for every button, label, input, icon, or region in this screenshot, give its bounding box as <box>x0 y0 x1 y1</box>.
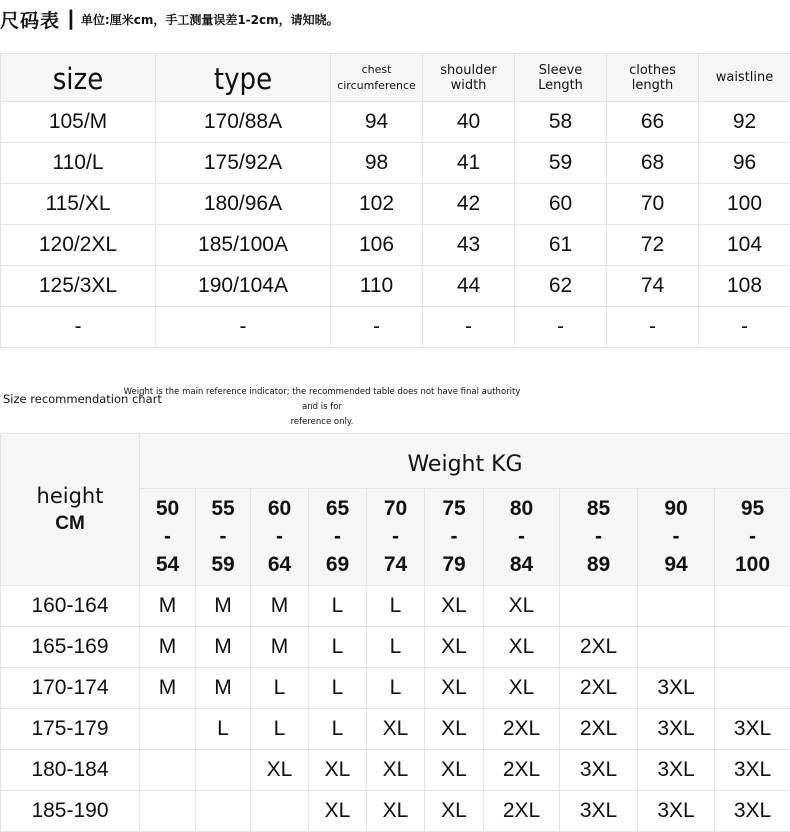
weight-range-part: 89 <box>560 551 637 579</box>
col-header-chest: chest circumference <box>331 54 423 102</box>
size-cell: 70 <box>607 184 699 225</box>
recommended-size-cell: XL <box>251 750 309 791</box>
recommendation-row <box>1 586 790 627</box>
recommended-size-cell: XL <box>484 668 560 709</box>
height-range-cell: 175-179 <box>1 709 140 750</box>
weight-range-part: - <box>425 523 483 551</box>
recommended-size-cell: XL <box>309 791 367 832</box>
recommended-size-cell: M <box>196 586 251 627</box>
size-cell: 180/96A <box>156 184 331 225</box>
recommended-size-cell: L <box>367 627 425 668</box>
size-row <box>1 102 790 143</box>
size-cell: 62 <box>515 266 607 307</box>
weight-range-part: 84 <box>484 551 559 579</box>
col-header-type: type <box>156 54 331 102</box>
size-cell: 98 <box>331 143 423 184</box>
unit-note: 单位:厘米cm，手工测量误差1-2cm，请知晓。 <box>81 11 339 28</box>
size-row <box>1 307 790 348</box>
weight-range-part: 60 <box>251 495 308 523</box>
recommended-size-cell: XL <box>367 709 425 750</box>
col-header-length: clothes length <box>607 54 699 102</box>
size-cell: 59 <box>515 143 607 184</box>
page-title: 尺码表 <box>0 6 60 33</box>
recommended-size-cell: 2XL <box>484 791 560 832</box>
recommended-size-cell: XL <box>425 586 484 627</box>
weight-range-part: 69 <box>309 551 366 579</box>
recommended-size-cell: 2XL <box>484 709 560 750</box>
weight-range-part: - <box>367 523 424 551</box>
weight-header: Weight KG <box>140 434 790 489</box>
height-range-cell: 160-164 <box>1 586 140 627</box>
recommended-size-cell: XL <box>484 627 560 668</box>
weight-range-part: 80 <box>484 495 559 523</box>
size-cell: 170/88A <box>156 102 331 143</box>
weight-range-header <box>425 489 484 586</box>
weight-range-header <box>638 489 715 586</box>
weight-range-part: 100 <box>715 551 790 579</box>
size-cell: 120/2XL <box>1 225 156 266</box>
recommended-size-cell: XL <box>425 668 484 709</box>
recommended-size-cell: 3XL <box>638 709 715 750</box>
recommendation-label: Size recommendation chart <box>3 392 162 406</box>
title-bar <box>0 4 339 34</box>
recommendation-row <box>1 709 790 750</box>
weight-range-header <box>196 489 251 586</box>
size-cell: 40 <box>423 102 515 143</box>
recommended-size-cell <box>715 586 790 627</box>
height-range-cell: 180-184 <box>1 750 140 791</box>
recommended-size-cell: M <box>140 627 196 668</box>
recommended-size-cell <box>196 791 251 832</box>
weight-range-part: - <box>309 523 366 551</box>
size-cell: 108 <box>699 266 790 307</box>
weight-range-part: - <box>484 523 559 551</box>
weight-range-part: 64 <box>251 551 308 579</box>
recommended-size-cell: 2XL <box>484 750 560 791</box>
weight-range-part: - <box>140 523 195 551</box>
size-cell: 96 <box>699 143 790 184</box>
size-row <box>1 143 790 184</box>
weight-range-part: 85 <box>560 495 637 523</box>
recommended-size-cell <box>715 627 790 668</box>
weight-range-header <box>140 489 196 586</box>
size-cell: 94 <box>331 102 423 143</box>
weight-range-part: - <box>715 523 790 551</box>
recommendation-row <box>1 668 790 709</box>
recommended-size-cell: XL <box>367 791 425 832</box>
weight-range-part: 95 <box>715 495 790 523</box>
recommended-size-cell: M <box>251 586 309 627</box>
col-header-size: size <box>1 54 156 102</box>
size-cell: - <box>423 307 515 348</box>
height-label: height <box>1 483 139 510</box>
size-cell: - <box>607 307 699 348</box>
height-range-cell: 170-174 <box>1 668 140 709</box>
weight-range-part: - <box>560 523 637 551</box>
recommended-size-cell: XL <box>425 791 484 832</box>
size-cell: 42 <box>423 184 515 225</box>
recommended-size-cell: 3XL <box>715 750 790 791</box>
size-cell: 102 <box>331 184 423 225</box>
recommendation-note-line: reference only. <box>122 415 522 430</box>
size-cell: 110 <box>331 266 423 307</box>
size-cell: 115/XL <box>1 184 156 225</box>
recommended-size-cell: L <box>367 586 425 627</box>
recommended-size-cell: L <box>309 668 367 709</box>
recommendation-table-body <box>1 586 790 832</box>
size-cell: 72 <box>607 225 699 266</box>
size-cell: - <box>699 307 790 348</box>
col-header-sleeve: Sleeve Length <box>515 54 607 102</box>
title-separator: | <box>68 7 74 31</box>
recommendation-row <box>1 791 790 832</box>
size-cell: 68 <box>607 143 699 184</box>
weight-range-header <box>251 489 309 586</box>
recommended-size-cell: L <box>196 709 251 750</box>
recommended-size-cell: 3XL <box>638 668 715 709</box>
recommended-size-cell <box>715 668 790 709</box>
weight-range-part: 90 <box>638 495 714 523</box>
recommended-size-cell <box>196 750 251 791</box>
weight-range-part: 74 <box>367 551 424 579</box>
size-cell: 104 <box>699 225 790 266</box>
recommended-size-cell <box>251 791 309 832</box>
recommended-size-cell <box>140 750 196 791</box>
recommended-size-cell: 2XL <box>560 627 638 668</box>
size-cell: 44 <box>423 266 515 307</box>
recommended-size-cell: 3XL <box>638 750 715 791</box>
recommended-size-cell: XL <box>309 750 367 791</box>
weight-range-part: - <box>638 523 714 551</box>
height-range-cell: 165-169 <box>1 627 140 668</box>
height-range-cell: 185-190 <box>1 791 140 832</box>
size-cell: 74 <box>607 266 699 307</box>
size-cell: 61 <box>515 225 607 266</box>
weight-range-header <box>309 489 367 586</box>
weight-range-part: 55 <box>196 495 250 523</box>
weight-range-part: 70 <box>367 495 424 523</box>
recommended-size-cell: 3XL <box>560 791 638 832</box>
weight-range-part: - <box>251 523 308 551</box>
col-header-waistline: waistline <box>699 54 790 102</box>
size-row <box>1 184 790 225</box>
size-cell: - <box>515 307 607 348</box>
weight-range-part: 75 <box>425 495 483 523</box>
weight-range-part: - <box>196 523 250 551</box>
recommended-size-cell: L <box>367 668 425 709</box>
size-cell: 43 <box>423 225 515 266</box>
weight-range-part: 94 <box>638 551 714 579</box>
size-cell: 41 <box>423 143 515 184</box>
recommended-size-cell: XL <box>425 709 484 750</box>
col-header-shoulder: shoulder width <box>423 54 515 102</box>
weight-range-part: 59 <box>196 551 250 579</box>
recommended-size-cell <box>560 586 638 627</box>
size-table <box>0 53 790 348</box>
size-cell: 100 <box>699 184 790 225</box>
size-cell: 110/L <box>1 143 156 184</box>
size-cell: 60 <box>515 184 607 225</box>
size-cell: 92 <box>699 102 790 143</box>
weight-range-header <box>484 489 560 586</box>
recommended-size-cell: L <box>251 668 309 709</box>
size-cell: 125/3XL <box>1 266 156 307</box>
recommended-size-cell: XL <box>484 586 560 627</box>
recommended-size-cell: XL <box>425 750 484 791</box>
size-cell: 58 <box>515 102 607 143</box>
recommended-size-cell <box>140 709 196 750</box>
recommended-size-cell: 3XL <box>715 709 790 750</box>
recommended-size-cell <box>140 791 196 832</box>
recommendation-note-line: Weight is the main reference indicator; the recommended table does not have final authority and is for <box>122 385 522 415</box>
size-row <box>1 266 790 307</box>
recommended-size-cell: 2XL <box>560 668 638 709</box>
recommended-size-cell: XL <box>367 750 425 791</box>
recommended-size-cell: L <box>251 709 309 750</box>
recommended-size-cell: 3XL <box>715 791 790 832</box>
size-row <box>1 225 790 266</box>
size-table-header-row <box>1 54 790 102</box>
size-cell: 106 <box>331 225 423 266</box>
recommended-size-cell <box>638 586 715 627</box>
recommendation-row <box>1 627 790 668</box>
recommended-size-cell: M <box>251 627 309 668</box>
size-cell: 175/92A <box>156 143 331 184</box>
size-cell: - <box>156 307 331 348</box>
weight-range-header <box>560 489 638 586</box>
height-unit: CM <box>1 510 139 537</box>
recommended-size-cell: L <box>309 709 367 750</box>
size-cell: 190/104A <box>156 266 331 307</box>
recommended-size-cell: M <box>196 668 251 709</box>
recommended-size-cell: M <box>196 627 251 668</box>
weight-range-part: 79 <box>425 551 483 579</box>
recommendation-note <box>122 385 522 430</box>
size-cell: 105/M <box>1 102 156 143</box>
height-header <box>1 434 140 586</box>
weight-range-part: 65 <box>309 495 366 523</box>
recommended-size-cell: 3XL <box>638 791 715 832</box>
weight-range-header <box>367 489 425 586</box>
weight-range-header <box>715 489 790 586</box>
recommended-size-cell: 3XL <box>560 750 638 791</box>
recommended-size-cell: L <box>309 586 367 627</box>
recommended-size-cell: M <box>140 668 196 709</box>
recommendation-row <box>1 750 790 791</box>
recommendation-table <box>0 433 790 832</box>
weight-range-part: 54 <box>140 551 195 579</box>
size-cell: 185/100A <box>156 225 331 266</box>
recommended-size-cell: M <box>140 586 196 627</box>
recommended-size-cell: L <box>309 627 367 668</box>
recommended-size-cell <box>638 627 715 668</box>
size-table-body <box>1 102 790 348</box>
recommended-size-cell: 2XL <box>560 709 638 750</box>
weight-range-part: 50 <box>140 495 195 523</box>
recommended-size-cell: XL <box>425 627 484 668</box>
size-cell: - <box>1 307 156 348</box>
size-cell: - <box>331 307 423 348</box>
size-cell: 66 <box>607 102 699 143</box>
